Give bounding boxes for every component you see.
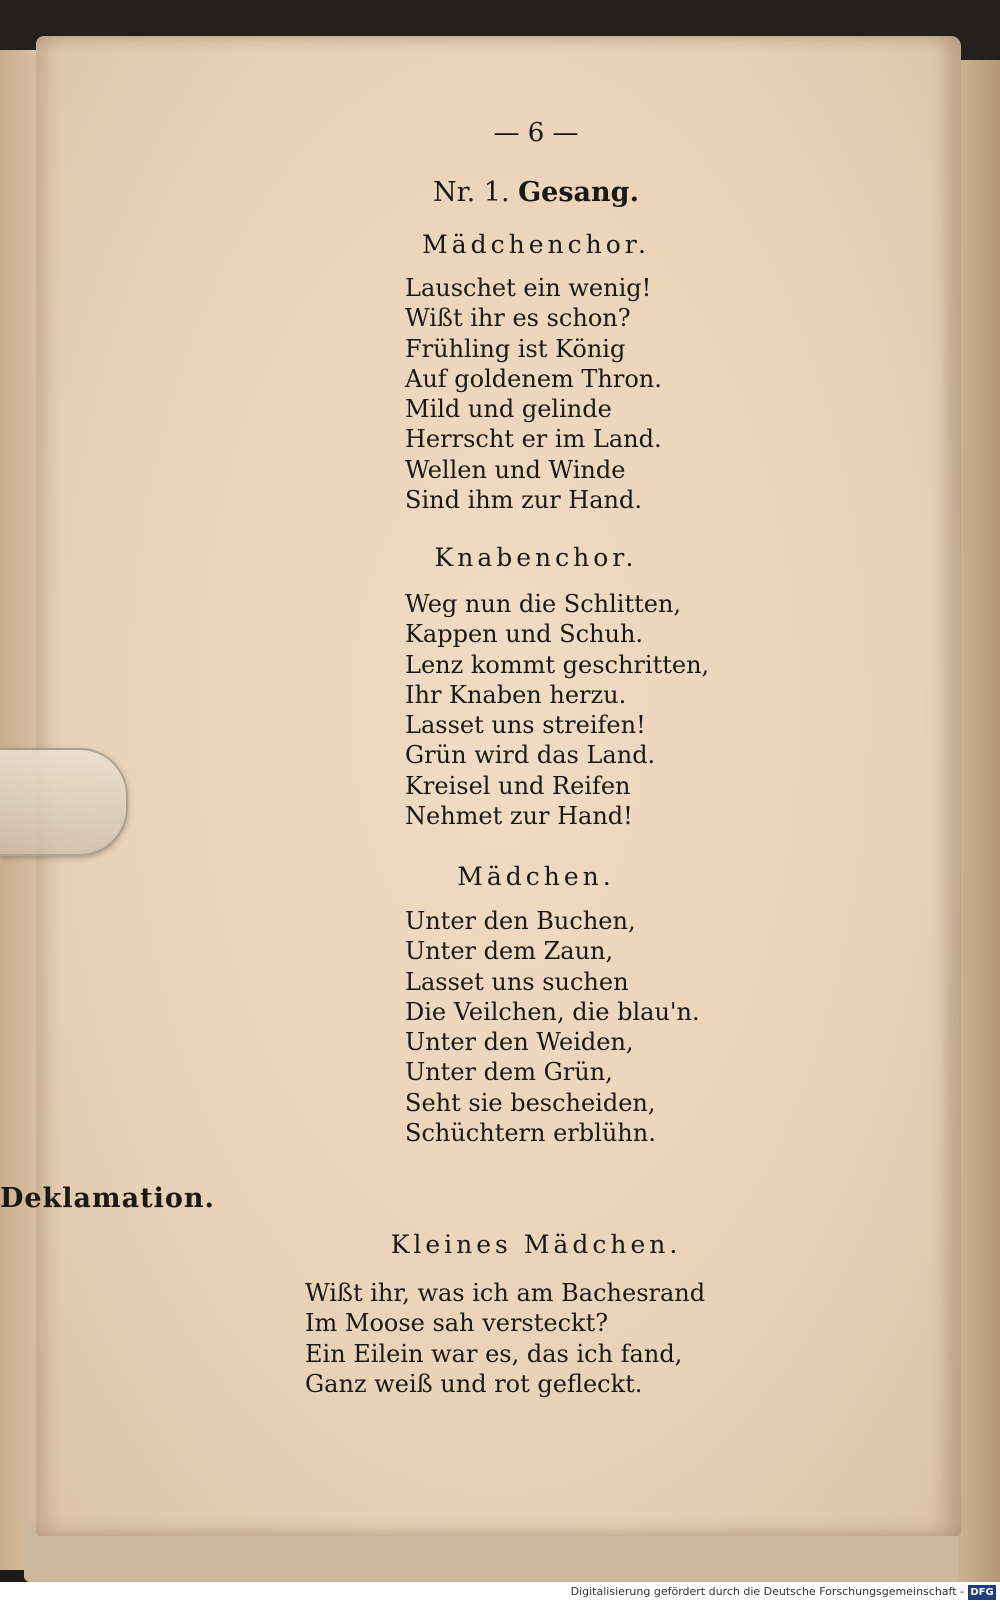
verse-line: Unter den Weiden, <box>405 1028 634 1057</box>
verse-maedchen <box>405 906 700 1148</box>
verse-line: Nehmet zur Hand! <box>405 802 633 831</box>
verse-line: Auf goldenem Thron. <box>405 364 662 393</box>
verse-line: Wellen und Winde <box>405 455 626 484</box>
footer-credit: Digitalisierung gefördert durch die Deutsche Forschungsgemeinschaft - <box>570 1585 964 1598</box>
verse-line: Sind ihm zur Hand. <box>405 486 642 515</box>
heading-maedchen: Mädchen. <box>457 862 615 891</box>
verse-line: Wißt ihr, was ich am Bachesrand <box>305 1279 706 1307</box>
deklamation-title: Deklamation. <box>0 1183 215 1214</box>
verse-line: Frühling ist König <box>405 334 626 363</box>
verse-line: Ganz weiß und rot gefleckt. <box>305 1369 643 1398</box>
verse-line: Die Veilchen, die blau'n. <box>405 997 700 1026</box>
verse-knabenchor <box>405 589 709 831</box>
verse-line: Grün wird das Land. <box>405 741 656 770</box>
dfg-logo-icon: DFG <box>968 1585 996 1600</box>
page-clip <box>0 748 128 856</box>
verse-line: Ein Eilein war es, das ich fand, <box>305 1339 683 1368</box>
verse-line: Kappen und Schuh. <box>405 620 644 649</box>
section-title <box>0 177 1000 208</box>
verse-line: Unter den Buchen, <box>405 907 636 935</box>
verse-line: Im Moose sah versteckt? <box>305 1309 609 1338</box>
verse-line: Seht sie bescheiden, <box>405 1088 656 1117</box>
verse-line: Lasset uns suchen <box>405 967 629 996</box>
heading-maedchenchor: Mädchenchor. <box>422 230 650 259</box>
verse-line: Weg nun die Schlitten, <box>405 590 682 618</box>
verse-line: Lenz kommt geschritten, <box>405 650 710 679</box>
heading-knabenchor: Knabenchor. <box>434 543 638 572</box>
verse-maedchenchor <box>405 273 662 515</box>
heading-kleines-maedchen: Kleines Mädchen. <box>390 1230 682 1259</box>
verse-line: Lauschet ein wenig! <box>405 274 652 302</box>
verse-line: Kreisel und Reifen <box>405 771 631 800</box>
verse-line: Unter dem Zaun, <box>405 937 614 966</box>
verse-deklamation <box>305 1278 705 1399</box>
verse-line: Lasset uns streifen! <box>405 711 646 740</box>
section-number: Nr. 1. <box>433 177 510 208</box>
verse-line: Unter dem Grün, <box>405 1058 613 1087</box>
verse-line: Herrscht er im Land. <box>405 425 662 454</box>
verse-line: Wißt ihr es schon? <box>405 304 631 333</box>
section-name: Gesang. <box>518 177 639 208</box>
verse-line: Ihr Knaben herzu. <box>405 680 627 709</box>
page-number: — 6 — <box>493 118 579 148</box>
footer-bar <box>0 1582 1000 1604</box>
verse-line: Mild und gelinde <box>405 395 612 424</box>
verse-line: Schüchtern erblühn. <box>405 1119 656 1148</box>
